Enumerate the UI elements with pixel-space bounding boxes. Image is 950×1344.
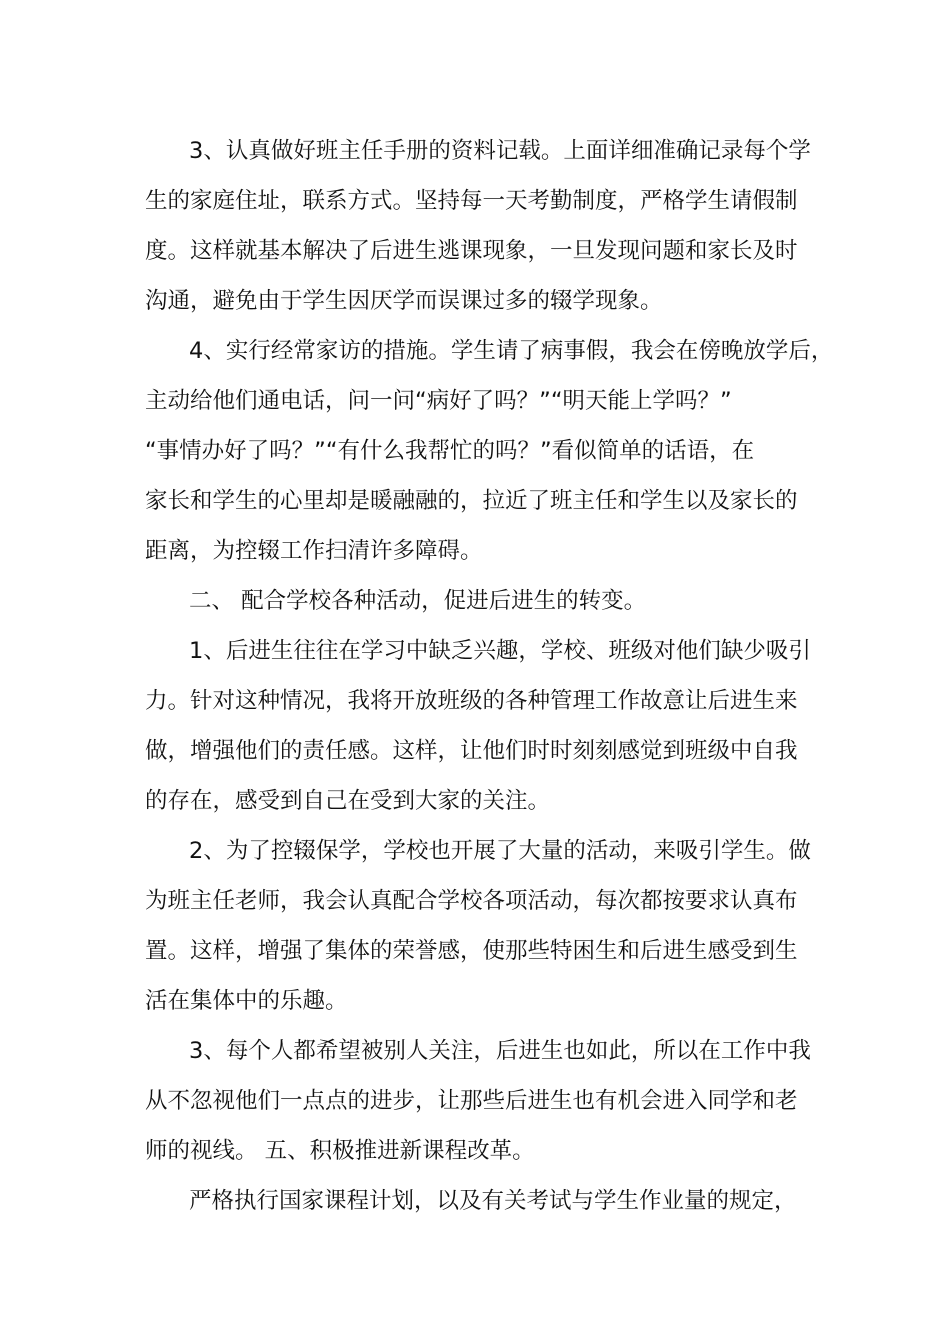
- text-line: 的存在，感受到自己在受到大家的关注。: [145, 788, 551, 814]
- text-line: 2、为了控辍保学，学校也开展了大量的活动，来吸引学生。做: [189, 838, 811, 864]
- text-line: 从不忽视他们一点点的进步，让那些后进生也有机会进入同学和老: [145, 1088, 798, 1114]
- text-line: 家长和学生的心里却是暖融融的，拉近了班主任和学生以及家长的: [145, 488, 798, 514]
- text-line: 做，增强他们的责任感。这样，让他们时时刻刻感觉到班级中自我: [145, 738, 798, 764]
- text-line: 主动给他们通电话，问一问“病好了吗？”“明天能上学吗？”: [145, 388, 732, 414]
- text-line: 3、认真做好班主任手册的资料记载。上面详细准确记录每个学: [189, 138, 811, 164]
- text-line: 生的家庭住址，联系方式。坚持每一天考勤制度，严格学生请假制: [145, 188, 798, 214]
- text-line: 力。针对这种情况，我将开放班级的各种管理工作故意让后进生来: [145, 688, 798, 714]
- text-line: 度。这样就基本解决了后进生逃课现象，一旦发现问题和家长及时: [145, 238, 798, 264]
- section-heading: 二、 配合学校各种活动，促进后进生的转变。: [189, 588, 647, 614]
- text-line: 1、后进生往往在学习中缺乏兴趣，学校、班级对他们缺少吸引: [189, 638, 811, 664]
- text-line: “事情办好了吗？”“有什么我帮忙的吗？”看似简单的话语，在: [145, 438, 755, 464]
- text-line: 为班主任老师，我会认真配合学校各项活动，每次都按要求认真布: [145, 888, 798, 914]
- text-line: 严格执行国家课程计划，以及有关考试与学生作业量的规定，: [189, 1188, 797, 1214]
- text-line: 3、每个人都希望被别人关注，后进生也如此，所以在工作中我: [189, 1038, 811, 1064]
- text-line: 置。这样，增强了集体的荣誉感，使那些特困生和后进生感受到生: [145, 938, 798, 964]
- text-line: 师的视线。 五、积极推进新课程改革。: [145, 1138, 535, 1164]
- text-line: 4、实行经常家访的措施。学生请了病事假，我会在傍晚放学后，: [189, 338, 834, 364]
- text-line: 距离，为控辍工作扫清许多障碍。: [145, 538, 483, 564]
- text-line: 沟通，避免由于学生因厌学而误课过多的辍学现象。: [145, 288, 663, 314]
- text-line: 活在集体中的乐趣。: [145, 988, 348, 1014]
